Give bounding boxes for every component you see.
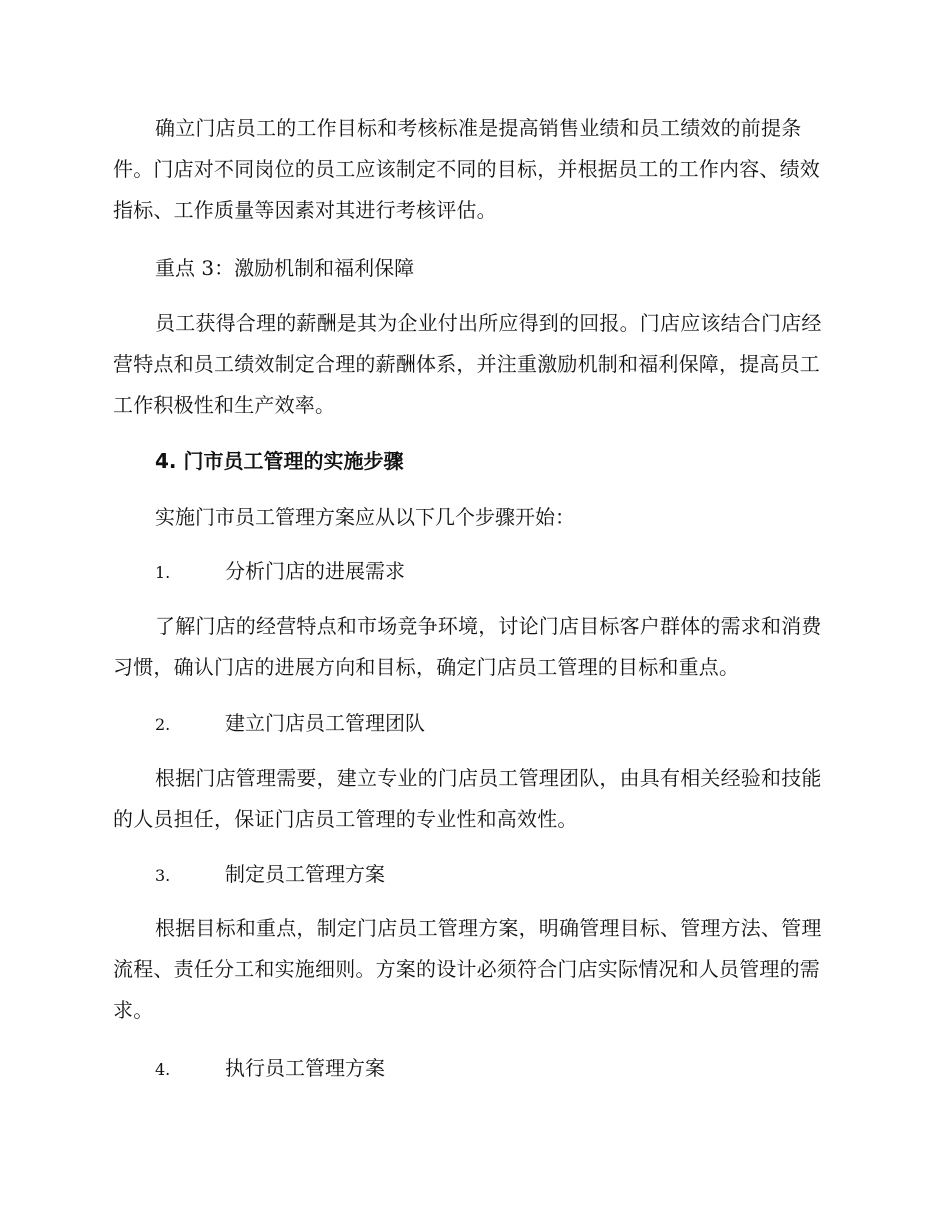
step-number: 1. [155,563,171,582]
step-number: 4. [155,1060,171,1079]
step-number: 2. [155,715,171,734]
paragraph-step-2: 根据门店管理需要，建立专业的门店员工管理团队，由具有相关经验和技能的人员担任，保证门店员工管理的专业性和高效性。 [113,766,822,831]
step-label: 制定员工管理方案 [225,862,385,886]
paragraph-compensation: 员工获得合理的薪酬是其为企业付出所应得到的回报。门店应该结合门店经营特点和员工绩效制定合理的薪酬体系，并注重激励机制和福利保障，提高员工工作积极性和生产效率。 [113,311,822,417]
paragraph-goals: 确立门店员工的工作目标和考核标准是提高销售业绩和员工绩效的前提条件。门店对不同岗位的员工应该制定不同的目标，并根据员工的工作内容、绩效指标、工作质量等因素对其进行考核评估。 [113,116,820,222]
step-label: 执行员工管理方案 [225,1056,385,1080]
key-point-3: 重点 3：激励机制和福利保障 [155,256,415,280]
intro-line: 实施门市员工管理方案应从以下几个步骤开始： [155,505,575,529]
section-heading-4: 4. 门市员工管理的实施步骤 [155,449,404,473]
step-label: 建立门店员工管理团队 [225,711,425,735]
paragraph-step-1: 了解门店的经营特点和市场竞争环境，讨论门店目标客户群体的需求和消费习惯，确认门店的进展方向和目标，确定门店员工管理的目标和重点。 [113,614,822,679]
step-number: 3. [155,866,171,885]
paragraph-step-3: 根据目标和重点，制定门店员工管理方案，明确管理目标、管理方法、管理流程、责任分工和实施细则。方案的设计必须符合门店实际情况和人员管理的需求。 [113,916,822,1022]
step-label: 分析门店的进展需求 [225,559,405,583]
